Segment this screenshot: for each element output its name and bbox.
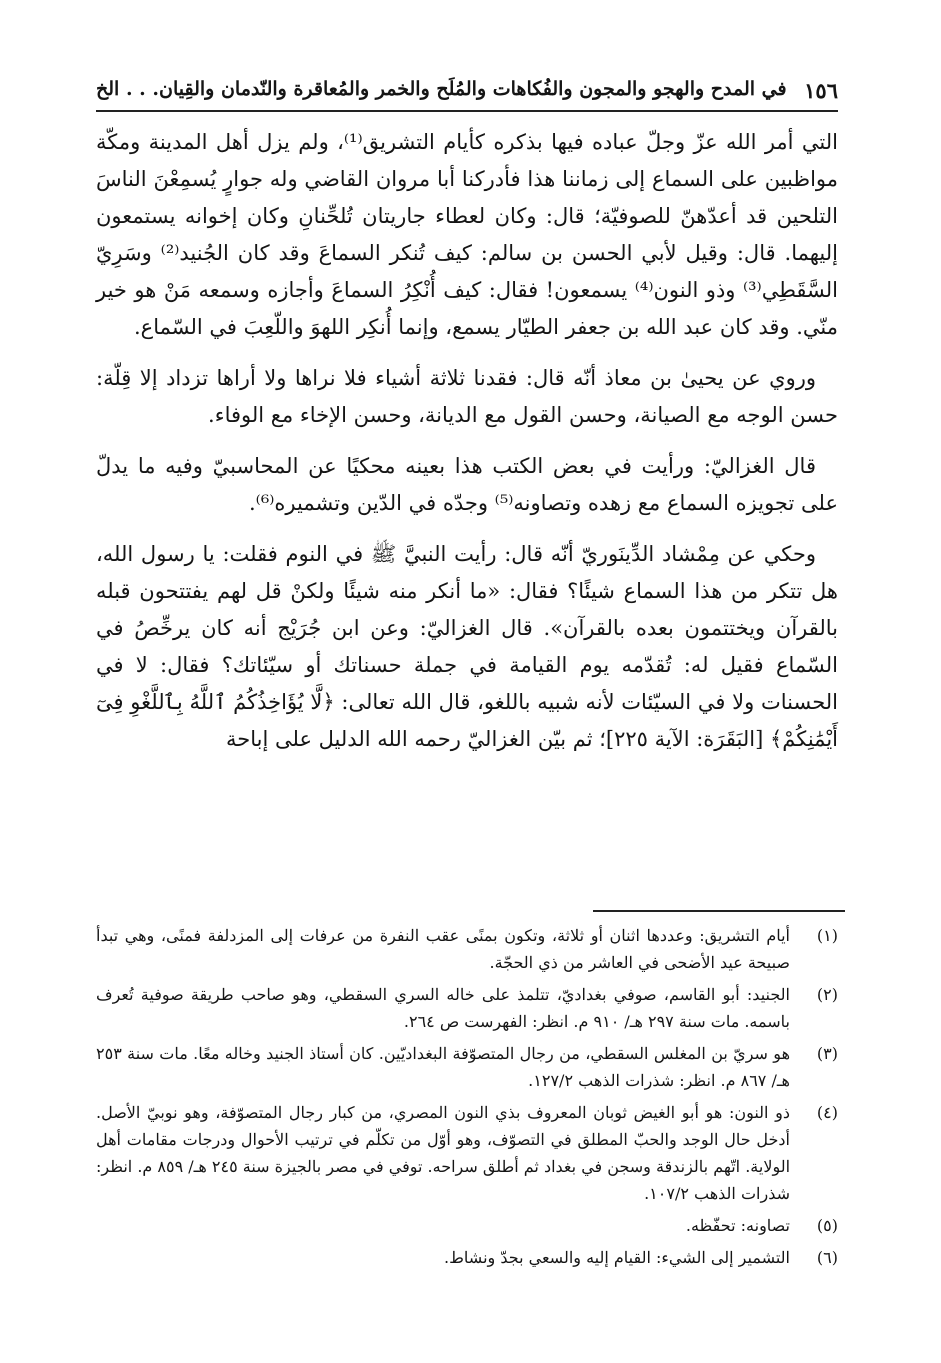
footnote bbox=[96, 1040, 838, 1094]
footnote bbox=[96, 922, 838, 976]
footnotes bbox=[96, 922, 838, 1276]
page-header bbox=[96, 74, 838, 112]
footnote-text: التشمير إلى الشيء: القيام إليه والسعي بجدّ ونشاط. bbox=[444, 1248, 790, 1267]
footnote-number: (٤) bbox=[816, 1103, 838, 1122]
footnote-text: أيام التشريق: وعددها اثنان أو ثلاثة، وتكون بمنًى عقب النفرة من عرفات إلى المزدلفة فمنًى، وهي تبدأ صبيحة عيد الأضحى في العاشر من ذي الحجّة. bbox=[96, 926, 790, 972]
footnote-text: تصاونه: تحفّظه. bbox=[685, 1216, 790, 1235]
main-text bbox=[96, 124, 838, 772]
footnote bbox=[96, 981, 838, 1035]
paragraph: وحكي عن مِمْشاد الدِّينَوريّ أنّه قال: رأيت النبيَّ ﷺ في النوم فقلت: يا رسول الله، هل تتكر من هذا السماع شيئًا؟ فقال: «ما أنكر منه شيئًا ولكنْ قل لهم يفتتحون قبله بالقرآن ويختتمون بعده بالقرآن». قال الغزاليّ: وعن ابن جُرَيْج أنه كان يرخِّصُ في السّماع فقيل له: تُقدّمه يوم القيامة في جملة حسناتك أو سيّئاتك؟ فقال: لا في الحسنات ولا في السيّئات لأنه شبيه باللغو، قال الله تعالى: ﴿لَّا يُؤَاخِذُكُمُ ٱللَّهُ بِٱللَّغْوِ فِىٓ أَيْمَٰنِكُمْ﴾ [البَقَرَة: الآية ٢٢٥]؛ ثم بيّن الغزاليّ رحمه الله الدليل على إباحة bbox=[96, 542, 838, 751]
footnote-number: (١) bbox=[816, 926, 838, 945]
footnote-text: هو سريّ بن المغلس السقطي، من رجال المتصوّفة البغداديّين. كان أستاذ الجنيد وخاله معًا. مات سنة ٢٥٣ هـ/ ٨٦٧ م. انظر: شذرات الذهب ١٢٧/٢. bbox=[96, 1044, 790, 1090]
footnote-separator bbox=[593, 910, 845, 912]
footnote bbox=[96, 1244, 838, 1271]
running-title: في المدح والهجو والمجون والفُكاهات والمُلَح والخمر والمُعاقرة والنّدمان والقِيان. . . الخ bbox=[96, 78, 787, 100]
footnote-text: الجنيد: أبو القاسم، صوفي بغداديّ، تتلمذ على خاله السري السقطي، وهو صاحب طريقة صوفية تُعرف باسمه. مات سنة ٢٩٧ هـ/ ٩١٠ م. انظر: الفهرست ص ٢٦٤. bbox=[96, 985, 790, 1031]
footnote bbox=[96, 1099, 838, 1207]
paragraph: قال الغزاليّ: ورأيت في بعض الكتب هذا بعينه محكيًا عن المحاسبيّ وفيه ما يدلّ على تجويزه السماع مع زهده وتصاونه⁽⁵⁾ وجدّه في الدّين وتشميره⁽⁶⁾. bbox=[96, 454, 838, 515]
footnote-number: (٢) bbox=[816, 985, 838, 1004]
footnote-text: ذو النون: هو أبو الغيض ثوبان المعروف بذي النون المصري، من كبار رجال المتصوّفة، وهو نوبيّ الأصل. أدخل حال الوجد والحبّ المطلق في التصوّف، وهو أوّل من تكلّم في ترتيب الأحوال ودرجات مقامات أهل الولاية. اتّهم بالزندقة وسجن في بغداد ثم أطلق سراحه. توفي في مصر بالجيزة سنة ٢٤٥ هـ/ ٨٥٩ م. انظر: شذرات الذهب ١٠٧/٢. bbox=[96, 1103, 791, 1203]
footnote-number: (٥) bbox=[816, 1216, 838, 1235]
paragraph: التي أمر الله عزّ وجلّ عباده فيها بذكره كأيام التشريق⁽¹⁾، ولم يزل أهل المدينة ومكّة مواظبين على السماع إلى زماننا هذا فأدركنا أبا مروان القاضي وله جوارٍ يُسمِعْنَ الناسَ التلحين قد أعدّهنّ للصوفيّة؛ قال: وكان لعطاء جاريتان تُلحِّنانِ وكان إخوانه يستمعون إليهما. قال: وقيل لأبي الحسن بن سالم: كيف تُنكر السماعَ وقد كان الجُنيد⁽²⁾ وسَرِيّ السَّقَطِي⁽³⁾ وذو النون⁽⁴⁾ يسمعون! فقال: كيف أُنْكِرُ السماعَ وأجازه وسمعه مَنْ هو خير منّي. وقد كان عبد الله بن جعفر الطيّار يسمع، وإنما أُنكِر اللهوَ واللّعِبَ في السّماع. bbox=[96, 130, 839, 339]
footnote bbox=[96, 1212, 838, 1239]
footnote-number: (٦) bbox=[816, 1248, 838, 1267]
paragraph: وروي عن يحيىٰ بن معاذ أنّه قال: فقدنا ثلاثة أشياء فلا نراها ولا أراها تزداد إلا قِلّة: حسن الوجه مع الصيانة، وحسن القول مع الديانة، وحسن الإخاء مع الوفاء. bbox=[96, 366, 838, 427]
footnote-number: (٣) bbox=[816, 1044, 838, 1063]
page-number: ١٥٦ bbox=[804, 78, 838, 103]
